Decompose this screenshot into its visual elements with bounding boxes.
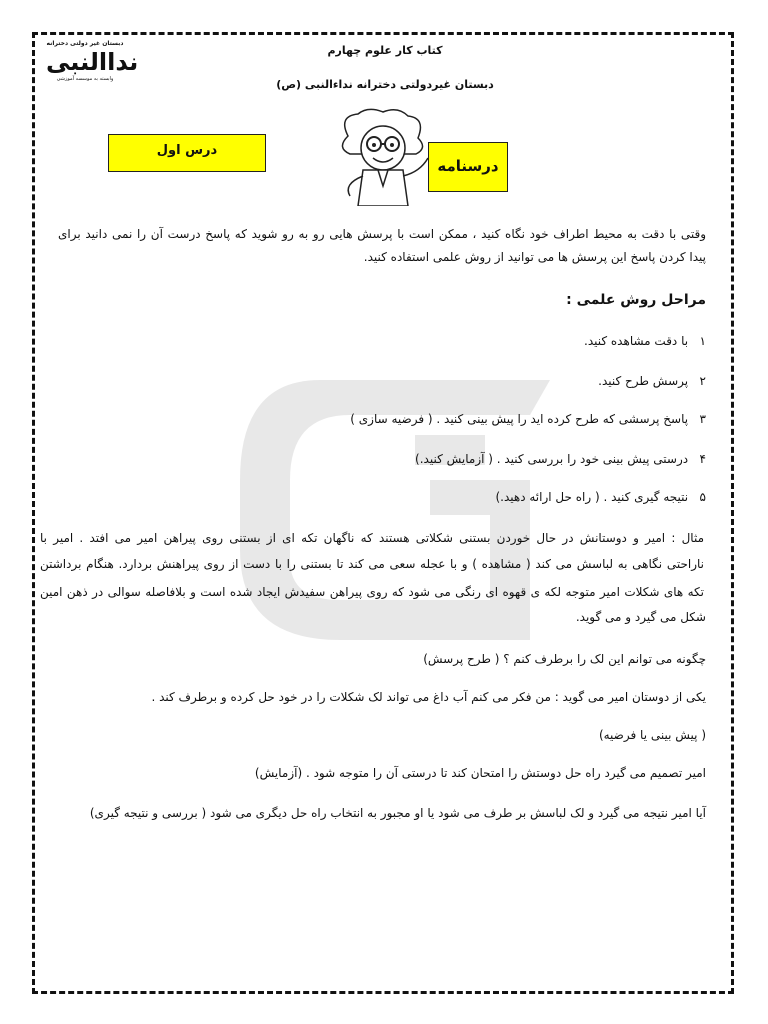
- step-item: ۳ پاسخ پرسشی که طرح کرده اید را پیش بینی کنید . ( فرضیه سازی ): [350, 412, 706, 426]
- example-line-3: تکه های شکلات امیر متوجه لکه ی قهوه ای رنگی می شود که روی پیراهن سفیدش ایجاد شده است و بلافاصله سوالی در ذهن امین: [40, 585, 704, 599]
- question-line: چگونه می توانم این لک را برطرف کنم ؟ ( طرح پرسش): [423, 652, 706, 666]
- friend-says-line: یکی از دوستان امیر می گوید : من فکر می کنم آب داغ می تواند لک شکلات را در خود حل کرده و برطرف کند .: [151, 690, 706, 704]
- intro-line-2: پیدا کردن پاسخ این پرسش ها می توانید از روش علمی استفاده کنید.: [363, 250, 706, 264]
- example-line-1: مثال : امیر و دوستانش در حال خوردن بستنی شکلاتی هستند که ناگهان تکه ای از بستنی روی پیراهن امیر می افتد . امیر با: [40, 531, 704, 545]
- test-line: امیر تصمیم می گیرد راه حل دوستش را امتحان کند تا درستی آن را متوجه شود . (آزمایش): [254, 766, 706, 780]
- hypothesis-line: ( پیش بینی یا فرضیه): [598, 728, 706, 742]
- lesson-label: درس اول: [108, 134, 266, 172]
- example-line-2: ناراحتی نگاهی به لباسش می کند ( مشاهده ) و با عجله سعی می کند تا بستنی را با دست از روی پیراهنش بردارد. هنگام برداشتن: [40, 557, 704, 571]
- darsnameh-label: درسنامه: [428, 142, 508, 192]
- step-item: ۵ نتیجه گیری کنید . ( راه حل ارائه دهید.): [495, 490, 706, 504]
- conclusion-line: آیا امیر نتیجه می گیرد و لک لباسش بر طرف می شود یا او مجبور به انتخاب راه حل دیگری می شود ( بررسی و نتیجه گیری): [89, 806, 706, 820]
- book-title: کتاب کار علوم چهارم: [327, 44, 443, 57]
- step-item: ۱ با دقت مشاهده کنید.: [584, 334, 706, 348]
- school-logo: دبستان غیر دولتی دخترانه نداالنبی وابسته به موسسه آموزشی: [46, 40, 139, 82]
- example-line-4: شکل می گیرد و می گوید.: [575, 610, 706, 624]
- scientist-illustration: [328, 106, 438, 206]
- steps-heading: مراحل روش علمی :: [566, 292, 706, 308]
- step-item: ۲ پرسش طرح کنید.: [598, 374, 706, 388]
- step-item: ۴ درستی پیش بینی خود را بررسی کنید . ( آزمایش کنید.): [415, 452, 706, 466]
- intro-line-1: وقتی با دقت به محیط اطراف خود نگاه کنید ، ممکن است با پرسش هایی رو به رو شوید که پاسخ درست آن را نمی دانید برای: [58, 227, 706, 241]
- school-name: دبستان غیردولتی دخترانه نداءالنبی (ص): [276, 78, 494, 91]
